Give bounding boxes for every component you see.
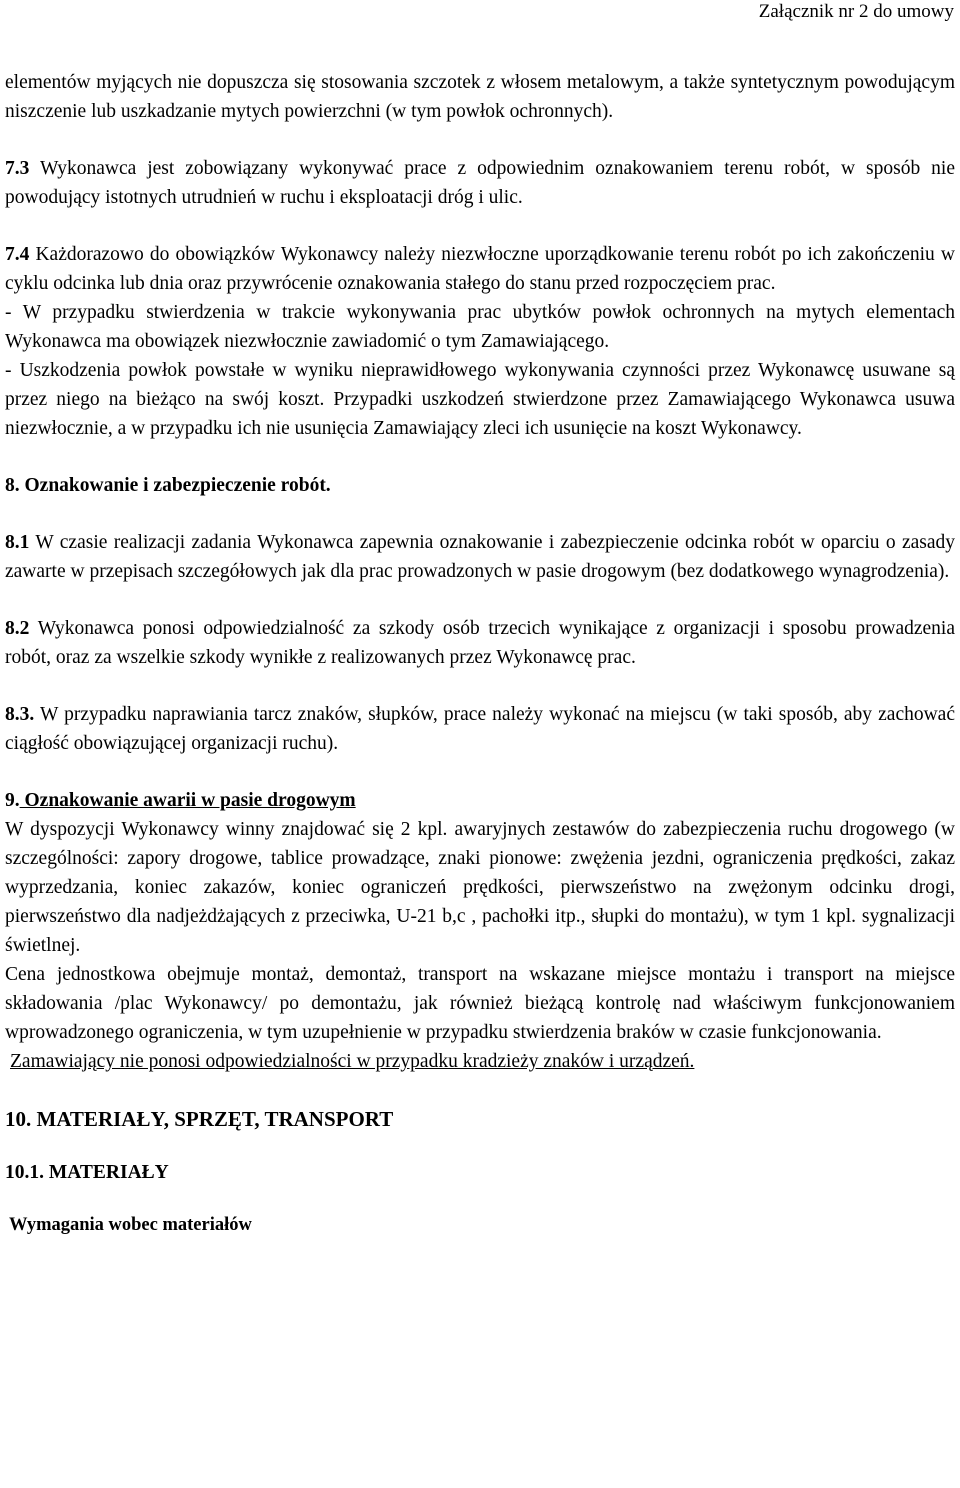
section-9-number: 9.	[5, 790, 20, 811]
section-10-heading: 10. MATERIAŁY, SPRZĘT, TRANSPORT	[5, 1107, 394, 1131]
section-8-2-number: 8.2	[5, 618, 30, 639]
section-7-4-bullet-1: - W przypadku stwierdzenia w trakcie wykonywania prac ubytków powłok ochronnych na mytych elementach Wykonawca ma obowiązek niezwłocznie zawiadomić o tym Zamawiającego.	[5, 302, 955, 352]
requirements-heading: Wymagania wobec materiałów	[9, 1215, 252, 1235]
section-7-4-bullet-2: - Uszkodzenia powłok powstałe w wyniku nieprawidłowego wykonywania czynności przez Wykonawcę usuwane są przez niego na bieżąco na swój koszt. Przypadki uszkodzeń stwierdzone przez Zamawiającego Wykonawca usuwa niezwłocznie, a w przypadku ich nie usunięcia Zamawiający zleci ich usunięcie na koszt Wykonawcy.	[5, 360, 955, 439]
section-8-heading: 8. Oznakowanie i zabezpieczenie robót.	[5, 475, 331, 496]
section-7-3-text: Wykonawca jest zobowiązany wykonywać prace z odpowiednim oznakowaniem terenu robót, w sposób nie powodujący istotnych utrudnień w ruchu i eksploatacji dróg i ulic.	[5, 158, 955, 208]
section-7-4-text: Każdorazowo do obowiązków Wykonawcy należy niezwłoczne uporządkowanie terenu robót po ich zakończeniu w cyklu odcinka lub dnia oraz przywrócenie oznakowania stałego do stanu przed rozpoczęciem prac.	[5, 244, 955, 294]
section-9-heading	[5, 786, 955, 815]
section-7-3-number: 7.3	[5, 158, 30, 179]
section-8-2	[5, 614, 955, 672]
section-8-3	[5, 700, 955, 758]
section-8-1-text: W czasie realizacji zadania Wykonawca zapewnia oznakowanie i zabezpieczenie odcinka robót w oparciu o zasady zawarte w przepisach szczegółowych jak dla prac prowadzonych w pasie drogowym (bez dodatkowego wynagrodzenia).	[5, 532, 955, 582]
section-10-1-heading: 10.1. MATERIAŁY	[5, 1162, 169, 1183]
section-9-paragraph-3	[5, 1047, 955, 1076]
section-8-1	[5, 528, 955, 586]
section-7-4	[5, 240, 955, 298]
section-8-3-text: W przypadku naprawiania tarcz znaków, słupków, prace należy wykonać na miejscu (w taki sposób, aby zachować ciągłość obowiązującej organizacji ruchu).	[5, 704, 955, 754]
intro-paragraph: elementów myjących nie dopuszcza się stosowania szczotek z włosem metalowym, a także syntetycznym powodującym niszczenie lub uszkadzanie mytych powierzchni (w tym powłok ochronnych).	[5, 72, 955, 122]
section-9-paragraph-1: W dyspozycji Wykonawcy winny znajdować się 2 kpl. awaryjnych zestawów do zabezpieczenia ruchu drogowego (w szczególności: zapory drogowe, tablice prowadzące, znaki pionowe: zwężenia jezdni, ograniczenia prędkości, zakaz wyprzedzania, koniec zakazów, koniec ograniczeń prędkości, pierwszeństwo na zwężonym odcinku drogi, pierwszeństwo dla nadjeżdżających z przeciwka, U-21 b,c , pachołki itp., słupki do montażu), w tym 1 kpl. sygnalizacji świetlnej.	[5, 819, 955, 956]
section-8-2-text: Wykonawca ponosi odpowiedzialność za szkody osób trzecich wynikające z organizacji i sposobu prowadzenia robót, oraz za wszelkie szkody wynikłe z realizowanych przez Wykonawcę prac.	[5, 618, 955, 668]
section-9-title: Oznakowanie awarii w pasie drogowym	[19, 790, 356, 811]
section-7-4-number: 7.4	[5, 244, 30, 265]
section-9-paragraph-2: Cena jednostkowa obejmuje montaż, demontaż, transport na wskazane miejsce montażu i transport na miejsce składowania /plac Wykonawcy/ po demontażu, jak również bieżącą kontrolę nad właściwym funkcjonowaniem wprowadzonego ograniczenia, w tym uzupełnienie w przypadku stwierdzenia braków w czasie funkcjonowania.	[5, 964, 955, 1043]
section-8-1-number: 8.1	[5, 532, 30, 553]
annex-header: Załącznik nr 2 do umowy	[758, 1, 954, 22]
section-8-3-number: 8.3.	[5, 704, 35, 725]
section-7-3	[5, 154, 955, 212]
document-body	[5, 68, 955, 1240]
section-9-disclaimer: Zamawiający nie ponosi odpowiedzialności w przypadku kradzieży znaków i urządzeń.	[10, 1051, 695, 1072]
